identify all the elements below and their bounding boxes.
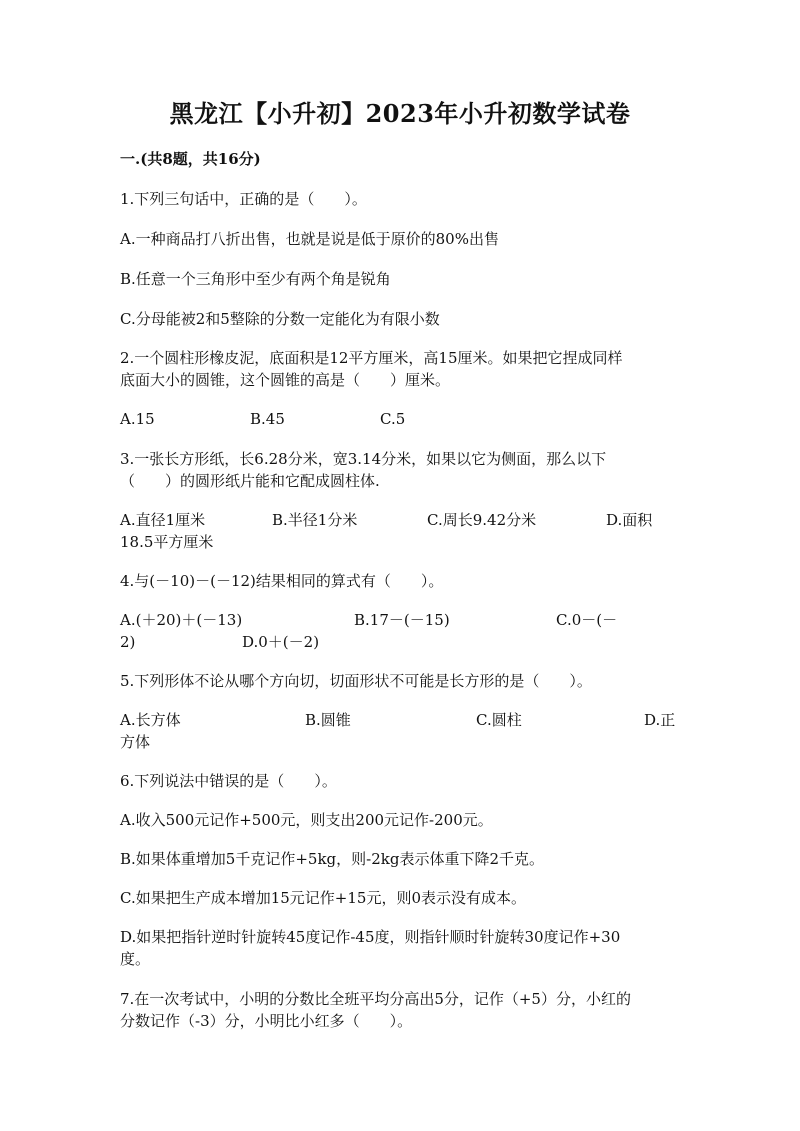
question-3-option-c: C.周长9.42分米: [427, 511, 537, 529]
question-5-option-d-continued: 方体: [120, 733, 151, 751]
question-6-option-c: C.如果把生产成本增加15元记作+15元，则0表示没有成本。: [120, 889, 526, 907]
question-5-stem: 5.下列形体不论从哪个方向切，切面形状不可能是长方形的是（ ）。: [120, 672, 592, 690]
question-4-option-c: C.0－(－: [556, 611, 618, 629]
question-6-option-b: B.如果体重增加5千克记作+5kg，则-2kg表示体重下降2千克。: [120, 850, 544, 868]
section-heading: 一.(共8题，共16分): [120, 150, 261, 168]
question-1-option-b: B.任意一个三角形中至少有两个角是锐角: [120, 270, 391, 288]
question-2-stem-line-2: 底面大小的圆锥，这个圆锥的高是（ ）厘米。: [120, 371, 451, 389]
question-6-option-a: A.收入500元记作+500元，则支出200元记作-200元。: [120, 811, 493, 829]
question-3-option-b: B.半径1分米: [272, 511, 358, 529]
question-3-option-a: A.直径1厘米: [120, 511, 206, 529]
question-2-stem-line-1: 2.一个圆柱形橡皮泥，底面积是12平方厘米，高15厘米。如果把它捏成同样: [120, 349, 623, 367]
question-5-option-c: C.圆柱: [476, 711, 522, 729]
question-1-option-c: C.分母能被2和5整除的分数一定能化为有限小数: [120, 310, 440, 328]
question-1-option-a: A.一种商品打八折出售，也就是说是低于原价的80%出售: [120, 230, 499, 248]
question-2-option-a: A.15: [120, 410, 155, 428]
question-7-stem-line-2: 分数记作（-3）分，小明比小红多（ ）。: [120, 1012, 413, 1030]
question-5-option-a: A.长方体: [120, 711, 181, 729]
question-6-option-d-line-2: 度。: [120, 950, 151, 968]
question-4-option-b: B.17－(－15): [354, 611, 450, 629]
question-3-option-d: D.面积: [606, 511, 653, 529]
question-1-stem: 1.下列三句话中，正确的是（ ）。: [120, 190, 367, 208]
question-4-option-d: D.0＋(－2): [242, 633, 320, 651]
page-title: 黑龙江【小升初】2023年小升初数学试卷: [169, 99, 631, 128]
question-4-option-c-continued: 2): [120, 633, 136, 651]
question-6-option-d-line-1: D.如果把指针逆时针旋转45度记作-45度，则指针顺时针旋转30度记作+30: [120, 928, 621, 946]
question-2-option-b: B.45: [250, 410, 285, 428]
question-4-stem: 4.与(－10)－(－12)结果相同的算式有（ ）。: [120, 572, 444, 590]
question-4-option-a: A.(＋20)＋(－13): [120, 611, 243, 629]
question-6-stem: 6.下列说法中错误的是（ ）。: [120, 772, 337, 790]
question-3-stem-line-2: （ ）的圆形纸片能和它配成圆柱体.: [120, 472, 380, 490]
question-7-stem-line-1: 7.在一次考试中，小明的分数比全班平均分高出5分，记作（+5）分，小红的: [120, 990, 631, 1008]
question-3-stem-line-1: 3.一张长方形纸，长6.28分米，宽3.14分米，如果以它为侧面，那么以下: [120, 450, 607, 468]
question-5-option-b: B.圆锥: [305, 711, 351, 729]
question-5-option-d: D.正: [644, 711, 676, 729]
question-3-option-d-continued: 18.5平方厘米: [120, 533, 214, 551]
question-2-option-c: C.5: [380, 410, 406, 428]
